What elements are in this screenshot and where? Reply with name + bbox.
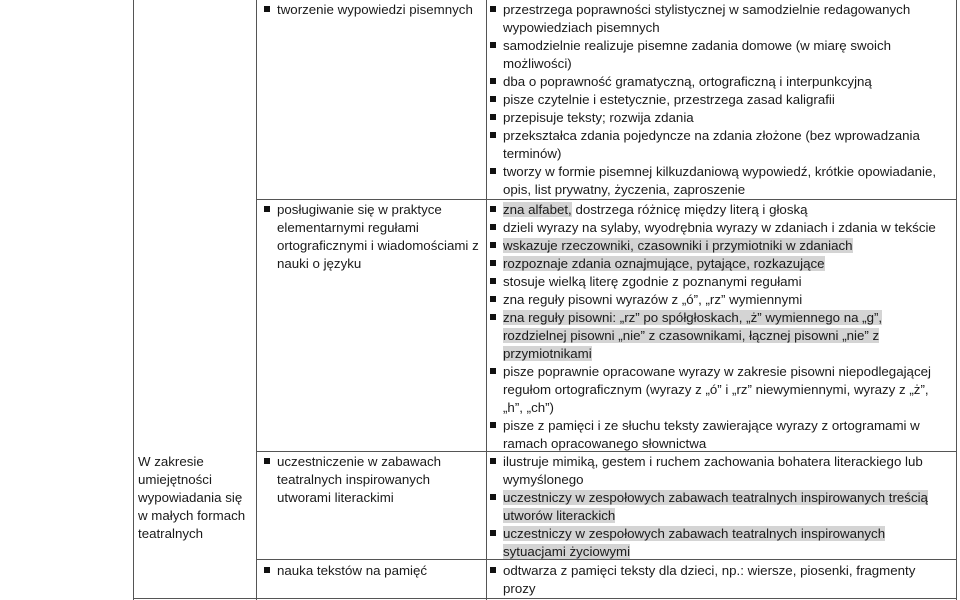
bullet-icon: [490, 260, 496, 266]
outcome-highlight: uczestniczy w zespołowych zabawach teatralnych inspirowanych sytuacjami życiowymi: [503, 526, 886, 559]
bullet-icon: [264, 458, 270, 464]
bullet-icon: [490, 168, 496, 174]
outcome-text: dostrzega różnicę między literą i głoską: [571, 202, 808, 217]
outcome-text: pisze poprawnie opracowane wyrazy w zakresie pisowni niepodlegającej regułom ortograficznym (wyrazy z „ó” i „rz” niewymiennymi, wyrazy z „ż”, „h”, „ch”): [503, 364, 931, 415]
topic-cell-3: [263, 453, 485, 507]
column-divider-left: [133, 0, 134, 600]
outcome-highlight: zna alfabet,: [503, 202, 572, 217]
outcome-text: odtwarza z pamięci teksty dla dzieci, np.: wiersze, piosenki, fragmenty prozy: [503, 563, 916, 596]
topic-label: posługiwanie się w praktyce elementarnymi regułami ortograficznymi i wiadomościami z nauki o języku: [277, 202, 479, 271]
topic-label: uczestniczenie w zabawach teatralnych inspirowanych utworami literackimi: [277, 454, 442, 505]
outcome-text: stosuje wielką literę zgodnie z poznanymi regułami: [503, 274, 802, 289]
bullet-icon: [490, 78, 496, 84]
topic-item: [263, 562, 485, 580]
outcomes-cell-3: [489, 453, 949, 561]
bullet-icon: [490, 494, 496, 500]
outcome-text: przestrzega poprawności stylistycznej w samodzielnie redagowanych wypowiedziach pisemnych: [503, 2, 911, 35]
outcome-item: [489, 91, 949, 109]
bullet-icon: [490, 206, 496, 212]
bullet-icon: [490, 114, 496, 120]
outcomes-cell-1: [489, 1, 949, 199]
outcome-text: przepisuje teksty; rozwija zdania: [503, 110, 694, 125]
outcome-item: [489, 37, 949, 73]
bullet-icon: [490, 530, 496, 536]
outcomes-cell-2: [489, 201, 949, 453]
outcome-item: [489, 109, 949, 127]
outcome-highlight: uczestniczy w zespołowych zabawach teatralnych inspirowanych treścią utworów literackich: [503, 490, 928, 523]
bullet-icon: [264, 6, 270, 12]
bullet-icon: [490, 6, 496, 12]
bullet-icon: [490, 458, 496, 464]
topic-cell-1: [263, 1, 485, 19]
bullet-icon: [264, 206, 270, 212]
outcome-item: [489, 237, 949, 255]
outcome-item: [489, 127, 949, 163]
bullet-icon: [490, 314, 496, 320]
outcome-text: dba o poprawność gramatyczną, ortograficzną i interpunkcyjną: [503, 74, 872, 89]
topic-cell-2: [263, 201, 485, 273]
outcome-item: [489, 273, 949, 291]
table-bottom-border: [133, 598, 956, 599]
outcome-highlight: rozpoznaje zdania oznajmujące, pytające, rozkazujące: [503, 256, 825, 271]
bullet-icon: [490, 422, 496, 428]
outcome-item: [489, 562, 949, 598]
outcome-text: pisze z pamięci i ze słuchu teksty zawierające wyrazy z ortogramami w ramach opracowanego słownictwa: [503, 418, 920, 451]
outcome-highlight: wskazuje rzeczowniki, czasowniki i przymiotniki w zdaniach: [503, 238, 853, 253]
outcomes-cell-4: [489, 562, 949, 598]
outcome-item: [489, 309, 949, 363]
outcome-item: [489, 201, 949, 219]
outcome-item: [489, 363, 949, 417]
outcome-item: [489, 291, 949, 309]
bullet-icon: [264, 567, 270, 573]
outcome-item: [489, 489, 949, 525]
column-divider-right: [956, 0, 957, 600]
outcome-item: [489, 219, 949, 237]
topic-label: nauka tekstów na pamięć: [277, 563, 428, 578]
bullet-icon: [490, 224, 496, 230]
outcome-text: dzieli wyrazy na sylaby, wyodrębnia wyrazy w zdaniach i zdania w tekście: [503, 220, 936, 235]
bullet-icon: [490, 368, 496, 374]
outcome-text: ilustruje mimiką, gestem i ruchem zachowania bohatera literackiego lub wymyślonego: [503, 454, 923, 487]
outcome-text: pisze czytelnie i estetycznie, przestrzega zasad kaligrafii: [503, 92, 835, 107]
outcome-item: [489, 417, 949, 453]
topic-item: [263, 201, 485, 273]
bullet-icon: [490, 567, 496, 573]
topic-item: [263, 453, 485, 507]
bullet-icon: [490, 132, 496, 138]
bullet-icon: [490, 96, 496, 102]
outcome-text: samodzielnie realizuje pisemne zadania domowe (w miarę swoich możliwości): [503, 38, 892, 71]
outcome-highlight: zna reguły pisowni: „rz” po spółgłoskach, „ż” wymiennego na „g”, rozdzielnej pisowni „nie” z czasownikami, łącznej pisowni „nie” z przymiotnikami: [503, 310, 883, 361]
skill-area-cell: [138, 453, 250, 543]
outcome-text: przekształca zdania pojedyncze na zdania złożone (bez wprowadzania terminów): [503, 128, 920, 161]
topic-cell-4: [263, 562, 485, 580]
bullet-icon: [490, 42, 496, 48]
outcome-item: [489, 525, 949, 561]
outcome-text: tworzy w formie pisemnej kilkuzdaniową wypowiedź, krótkie opowiadanie, opis, list prywatny, życzenia, zaproszenie: [503, 164, 937, 197]
outcome-item: [489, 453, 949, 489]
outcome-item: [489, 1, 949, 37]
outcome-item: [489, 163, 949, 199]
outcome-item: [489, 255, 949, 273]
topic-label: tworzenie wypowiedzi pisemnych: [277, 2, 473, 17]
bullet-icon: [490, 278, 496, 284]
outcome-item: [489, 73, 949, 91]
topic-item: [263, 1, 485, 19]
skill-area-label: W zakresie umiejętności wypowiadania się w małych formach teatralnych: [138, 454, 246, 541]
bullet-icon: [490, 242, 496, 248]
column-divider-2: [486, 0, 487, 600]
row-divider-1: [256, 199, 956, 200]
bullet-icon: [490, 296, 496, 302]
outcome-text: zna reguły pisowni wyrazów z „ó”, „rz” wymiennymi: [503, 292, 803, 307]
column-divider-1: [256, 0, 257, 600]
